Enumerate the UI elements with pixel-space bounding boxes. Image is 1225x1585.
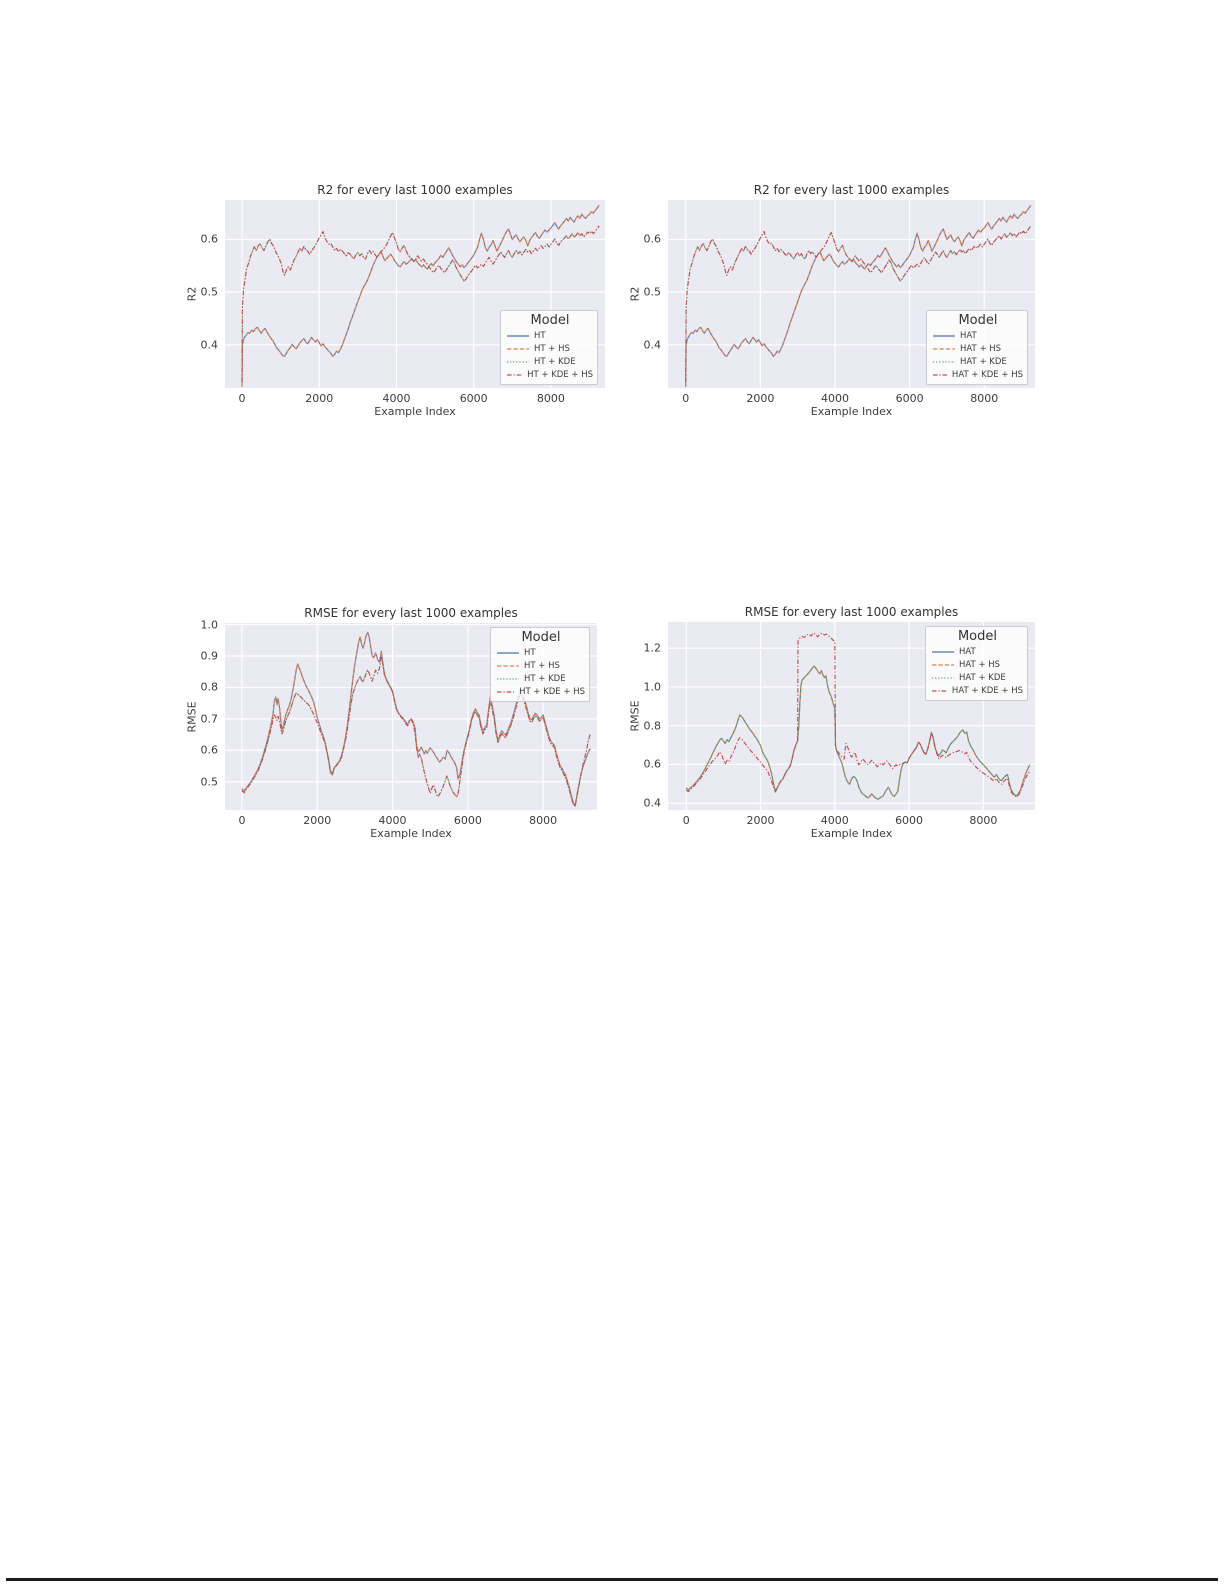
y-tick-label: 1.0 [643, 680, 661, 694]
x-tick-label: 0 [682, 814, 690, 827]
x-axis-label: Example Index [374, 405, 456, 418]
legend-title: Model [521, 630, 561, 645]
x-tick-label: 4000 [378, 814, 407, 827]
x-tick-label: 6000 [459, 392, 488, 405]
x-tick-label: 6000 [895, 814, 924, 827]
chart-title: R2 for every last 1000 examples [317, 183, 513, 197]
y-tick-label: 0.4 [643, 338, 661, 352]
legend-line-sample [932, 647, 954, 657]
y-tick-label: 0.5 [200, 285, 218, 299]
legend-item-label: HT [534, 330, 546, 341]
legend-item-label: HT + KDE [534, 356, 576, 367]
legend-item-label: HAT + KDE + HS [951, 369, 1023, 380]
y-axis-label: R2 [628, 286, 642, 302]
y-tick-label: 0.6 [200, 232, 218, 246]
y-tick-label: 0.6 [643, 757, 661, 771]
x-axis-label: Example Index [370, 827, 452, 840]
x-tick-label: 0 [682, 392, 690, 405]
y-tick-label: 0.9 [200, 649, 218, 663]
y-tick-label: 1.2 [643, 641, 661, 655]
y-axis-label: RMSE [185, 700, 199, 733]
x-tick-label: 4000 [820, 814, 849, 827]
legend-item-label: HAT + KDE [960, 356, 1007, 367]
legend-line-sample [932, 686, 947, 696]
y-axis-label: R2 [185, 286, 199, 302]
chart-title: R2 for every last 1000 examples [753, 183, 950, 197]
x-tick-label: 8000 [529, 814, 558, 827]
y-tick-label: 0.7 [200, 712, 218, 726]
legend-item [932, 684, 1023, 697]
x-tick-label: 2000 [303, 814, 332, 827]
x-tick-label: 0 [238, 814, 246, 827]
x-tick-label: 4000 [820, 392, 849, 405]
legend [925, 626, 1028, 701]
y-tick-label: 0.6 [643, 232, 661, 246]
chart-title: RMSE for every last 1000 examples [744, 605, 959, 619]
x-tick-label: 6000 [895, 392, 924, 405]
legend-item [932, 658, 1023, 671]
y-tick-label: 0.4 [200, 338, 218, 352]
legend-line-sample [932, 673, 954, 683]
x-tick-label: 0 [238, 392, 246, 405]
y-tick-label: 0.5 [200, 775, 218, 789]
x-tick-label: 2000 [305, 392, 334, 405]
x-tick-label: 8000 [969, 814, 998, 827]
legend-item-label: HT + KDE + HS [519, 686, 585, 697]
y-tick-label: 0.4 [643, 796, 661, 810]
legend-line-sample [932, 660, 954, 670]
legend-item-label: HAT [960, 330, 977, 341]
x-axis-label: Example Index [810, 827, 893, 840]
y-tick-label: 0.6 [200, 743, 218, 757]
y-tick-label: 1.0 [200, 618, 218, 632]
x-tick-label: 2000 [746, 392, 775, 405]
x-axis-label: Example Index [810, 405, 893, 418]
legend-title: Model [958, 313, 998, 328]
legend-item-label: HT [524, 647, 536, 658]
legend-item-label: HT + KDE + HS [527, 369, 593, 380]
x-tick-label: 8000 [970, 392, 999, 405]
legend-item-label: HAT + HS [959, 659, 1001, 670]
legend-title: Model [957, 629, 998, 644]
x-tick-label: 4000 [382, 392, 411, 405]
chart-title: RMSE for every last 1000 examples [304, 606, 518, 620]
x-tick-label: 6000 [453, 814, 482, 827]
legend-title: Model [530, 313, 570, 328]
legend-item-label: HAT + KDE [959, 672, 1006, 683]
legend-item-label: HT + HS [524, 660, 560, 671]
legend-item-label: HAT + HS [960, 343, 1002, 354]
legend-item-label: HT + KDE [524, 673, 566, 684]
x-tick-label: 2000 [746, 814, 775, 827]
legend-item-label: HAT [959, 646, 976, 657]
legend-item-label: HT + HS [534, 343, 570, 354]
y-tick-label: 0.8 [643, 719, 661, 733]
legend-item [932, 645, 1023, 658]
bottom-rule [6, 1578, 1218, 1581]
x-tick-label: 8000 [536, 392, 565, 405]
legend-item-label: HAT + KDE + HS [951, 685, 1023, 696]
y-tick-label: 0.5 [643, 285, 661, 299]
legend-item [932, 671, 1023, 684]
y-axis-label: RMSE [628, 700, 642, 732]
y-tick-label: 0.8 [200, 680, 218, 694]
